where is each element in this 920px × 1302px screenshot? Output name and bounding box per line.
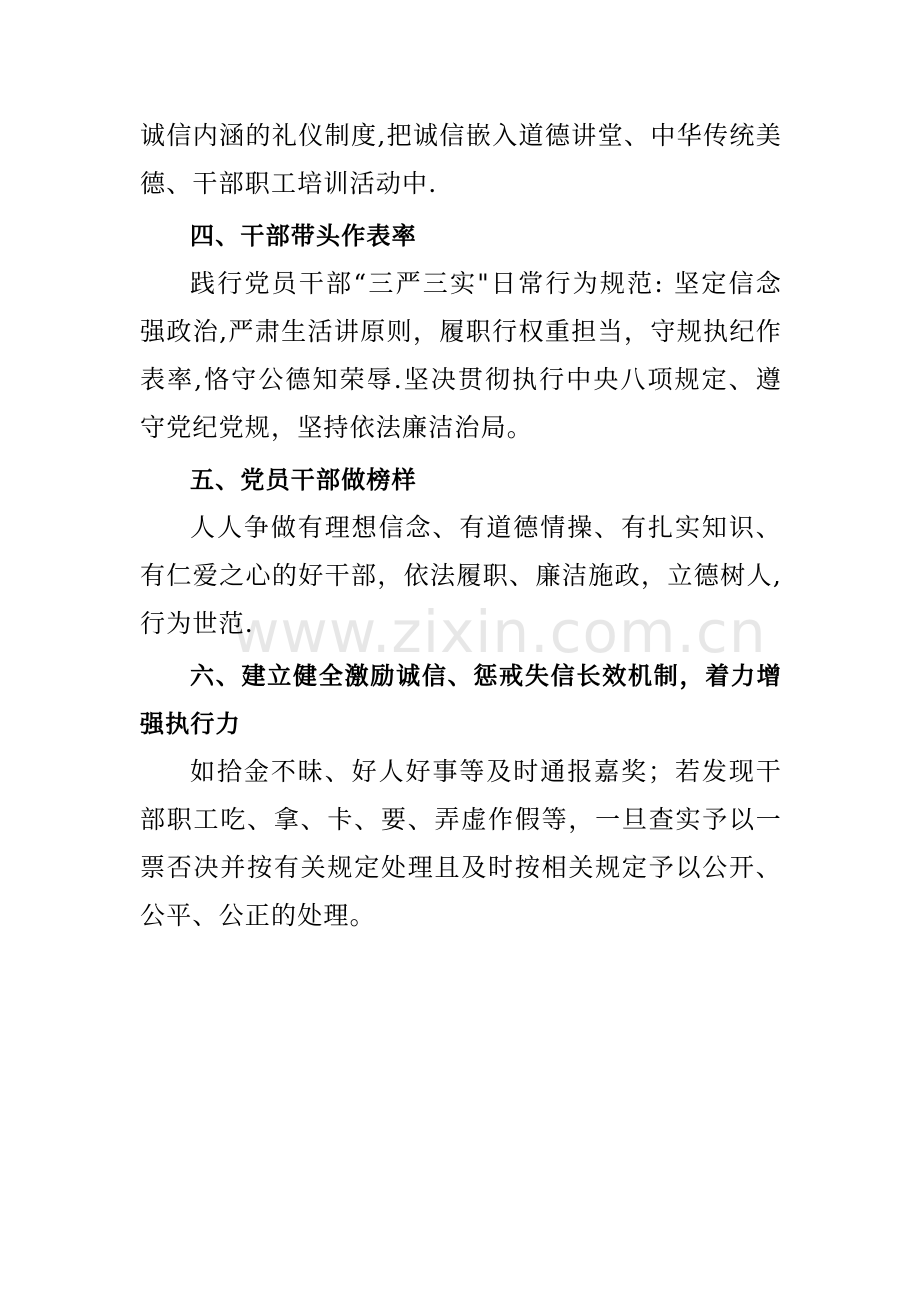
- section-body-5: 人人争做有理想信念、有道德情操、有扎实知识、有仁爱之心的好干部，依法履职、廉洁施政，立德树人,行为世范.: [140, 513, 782, 638]
- section-body-4: 践行党员干部“三严三实"日常行为规范: 坚定信念强政治,严肃生活讲原则，履职行权重担当，守规执纪作表率,恪守公德知荣辱.坚决贯彻执行中央八项规定、遵守党纪党规，坚持依法廉洁治局。: [140, 269, 782, 442]
- section-heading-4: 四、干部带头作表率: [190, 222, 417, 250]
- document-page: [140, 112, 782, 940]
- section-body-6: 如拾金不昧、好人好事等及时通报嘉奖；若发现干部职工吃、拿、卡、要、弄虚作假等，一旦查实予以一票否决并按有关规定处理且及时按相关规定予以公开、公平、公正的处理。: [140, 757, 782, 930]
- intro-paragraph: 诚信内涵的礼仪制度,把诚信嵌入道德讲堂、中华传统美德、干部职工培训活动中.: [140, 121, 782, 198]
- watermark: www.zixin.com.cn: [232, 598, 767, 666]
- section-heading-5: 五、党员干部做榜样: [190, 466, 417, 494]
- section-heading-6: 六、建立健全激励诚信、惩戒失信长效机制，着力增强执行力: [140, 662, 782, 738]
